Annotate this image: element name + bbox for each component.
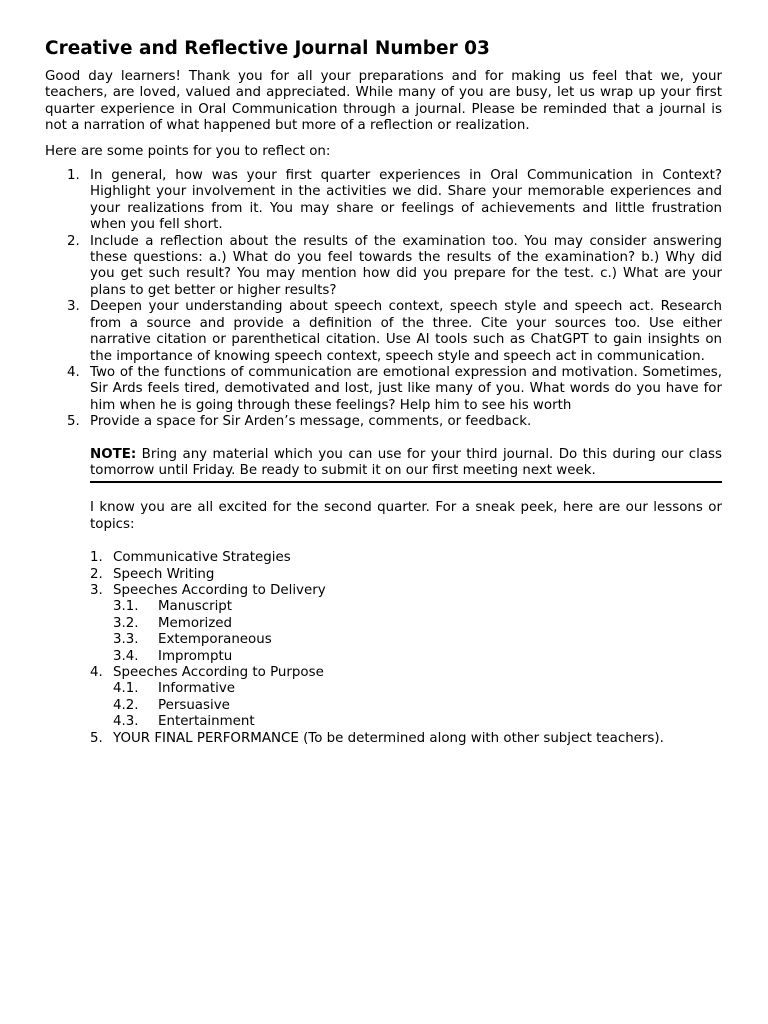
intro-paragraph: Good day learners! Thank you for all your preparations and for making us feel that we, your teachers, are loved, valued and appreciated. While many of you are busy, let us wrap up your first quarter experience in Oral Communication through a journal. Please be reminded that a journal is not a narration of what happened but more of a reflection or realization.: [45, 69, 722, 134]
subtopic-number: 4.2.: [113, 697, 139, 713]
subtopic-item: [113, 698, 722, 714]
topic-text: Speeches According to Purpose: [113, 665, 324, 680]
document-title: Creative and Reflective Journal Number 03: [45, 38, 490, 59]
document-page: [45, 37, 722, 747]
topic-item: [90, 731, 722, 747]
point-number: 3.: [67, 299, 80, 315]
topic-text: Communicative Strategies: [113, 550, 291, 566]
topic-number: 2.: [90, 566, 103, 582]
reflection-point: [45, 365, 722, 414]
subtopic-number: 4.1.: [113, 681, 139, 697]
topic-text: YOUR FINAL PERFORMANCE (To be determined along with other subject teachers).: [113, 730, 664, 746]
topic-item: [90, 583, 722, 665]
subtopic-text: Informative: [158, 681, 235, 697]
subtopic-text: Impromptu: [158, 648, 233, 664]
topic-item: [90, 567, 722, 583]
point-number: 1.: [67, 168, 80, 184]
subtopic-number: 3.2.: [113, 615, 139, 631]
reflection-point: [45, 168, 722, 234]
note-paragraph: [90, 447, 722, 480]
reflection-points-list: [45, 168, 722, 431]
sneak-peek-paragraph: I know you are all excited for the second quarter. For a sneak peek, here are our lessons or topics:: [90, 500, 722, 532]
subtopic-text: Memorized: [158, 615, 233, 631]
subtopic-text: Persuasive: [158, 697, 230, 713]
topic-text: Speech Writing: [113, 566, 215, 582]
subtopic-text: Extemporaneous: [158, 632, 272, 648]
reflection-point: [45, 299, 722, 365]
subtopic-number: 4.3.: [113, 714, 139, 730]
horizontal-divider: [90, 481, 722, 483]
topic-number: 3.: [90, 582, 103, 598]
point-text: Include a reflection about the results of the examination too. You may consider answering these questions: a.) What do you feel towards the results of the examination? b.) Why did you get such result? You may mention how did you prepare for the test. c.) What are your plans to get better or higher results?: [90, 233, 722, 298]
subtopic-number: 3.3.: [113, 632, 139, 648]
subtopic-number: 3.1.: [113, 599, 139, 615]
note-label: NOTE:: [90, 446, 137, 462]
subtopic-number: 3.4.: [113, 648, 139, 664]
topic-text: Speeches According to Delivery: [113, 582, 326, 598]
subtopics-list: [113, 599, 722, 665]
topics-list: [90, 550, 722, 747]
note-text: Bring any material which you can use for your third journal. Do this during our class tomorrow until Friday. Be ready to submit it on our first meeting next week.: [90, 446, 722, 478]
topic-item: [90, 665, 722, 731]
subtopic-item: [113, 632, 722, 648]
subtopic-item: [113, 714, 722, 730]
reflection-point: [45, 414, 722, 430]
point-text: In general, how was your first quarter experiences in Oral Communication in Context? Highlight your involvement in the activities we did. Share your memorable experiences and your realizations from it. You may share or feelings of achievements and little frustration when you fell short.: [90, 168, 722, 233]
topic-item: [90, 550, 722, 566]
subtopic-text: Entertainment: [158, 714, 255, 730]
topic-number: 1.: [90, 550, 103, 566]
subtopic-item: [113, 616, 722, 632]
subtopic-item: [113, 681, 722, 697]
subtopic-item: [113, 649, 722, 665]
points-lead: Here are some points for you to reflect on:: [45, 143, 331, 159]
subtopic-item: [113, 599, 722, 615]
point-text: Provide a space for Sir Arden’s message, comments, or feedback.: [90, 414, 532, 430]
subtopics-list: [113, 681, 722, 730]
point-text: Two of the functions of communication are emotional expression and motivation. Sometimes, Sir Ards feels tired, demotivated and lost, just like many of you. What words do you have for him when he is going through these feelings? Help him to see his worth: [90, 364, 722, 413]
point-number: 5.: [67, 414, 80, 430]
topic-number: 4.: [90, 665, 103, 680]
reflection-point: [45, 234, 722, 300]
point-number: 2.: [67, 233, 80, 249]
subtopic-text: Manuscript: [158, 599, 233, 615]
topic-number: 5.: [90, 730, 103, 746]
point-text: Deepen your understanding about speech context, speech style and speech act. Research from a source and provide a definition of the three. Cite your sources too. Use either narrative citation or parenthetical citation. Use AI tools such as ChatGPT to gain insights on the importance of knowing speech context, speech style and speech act in communication.: [90, 299, 722, 364]
point-number: 4.: [67, 364, 80, 380]
